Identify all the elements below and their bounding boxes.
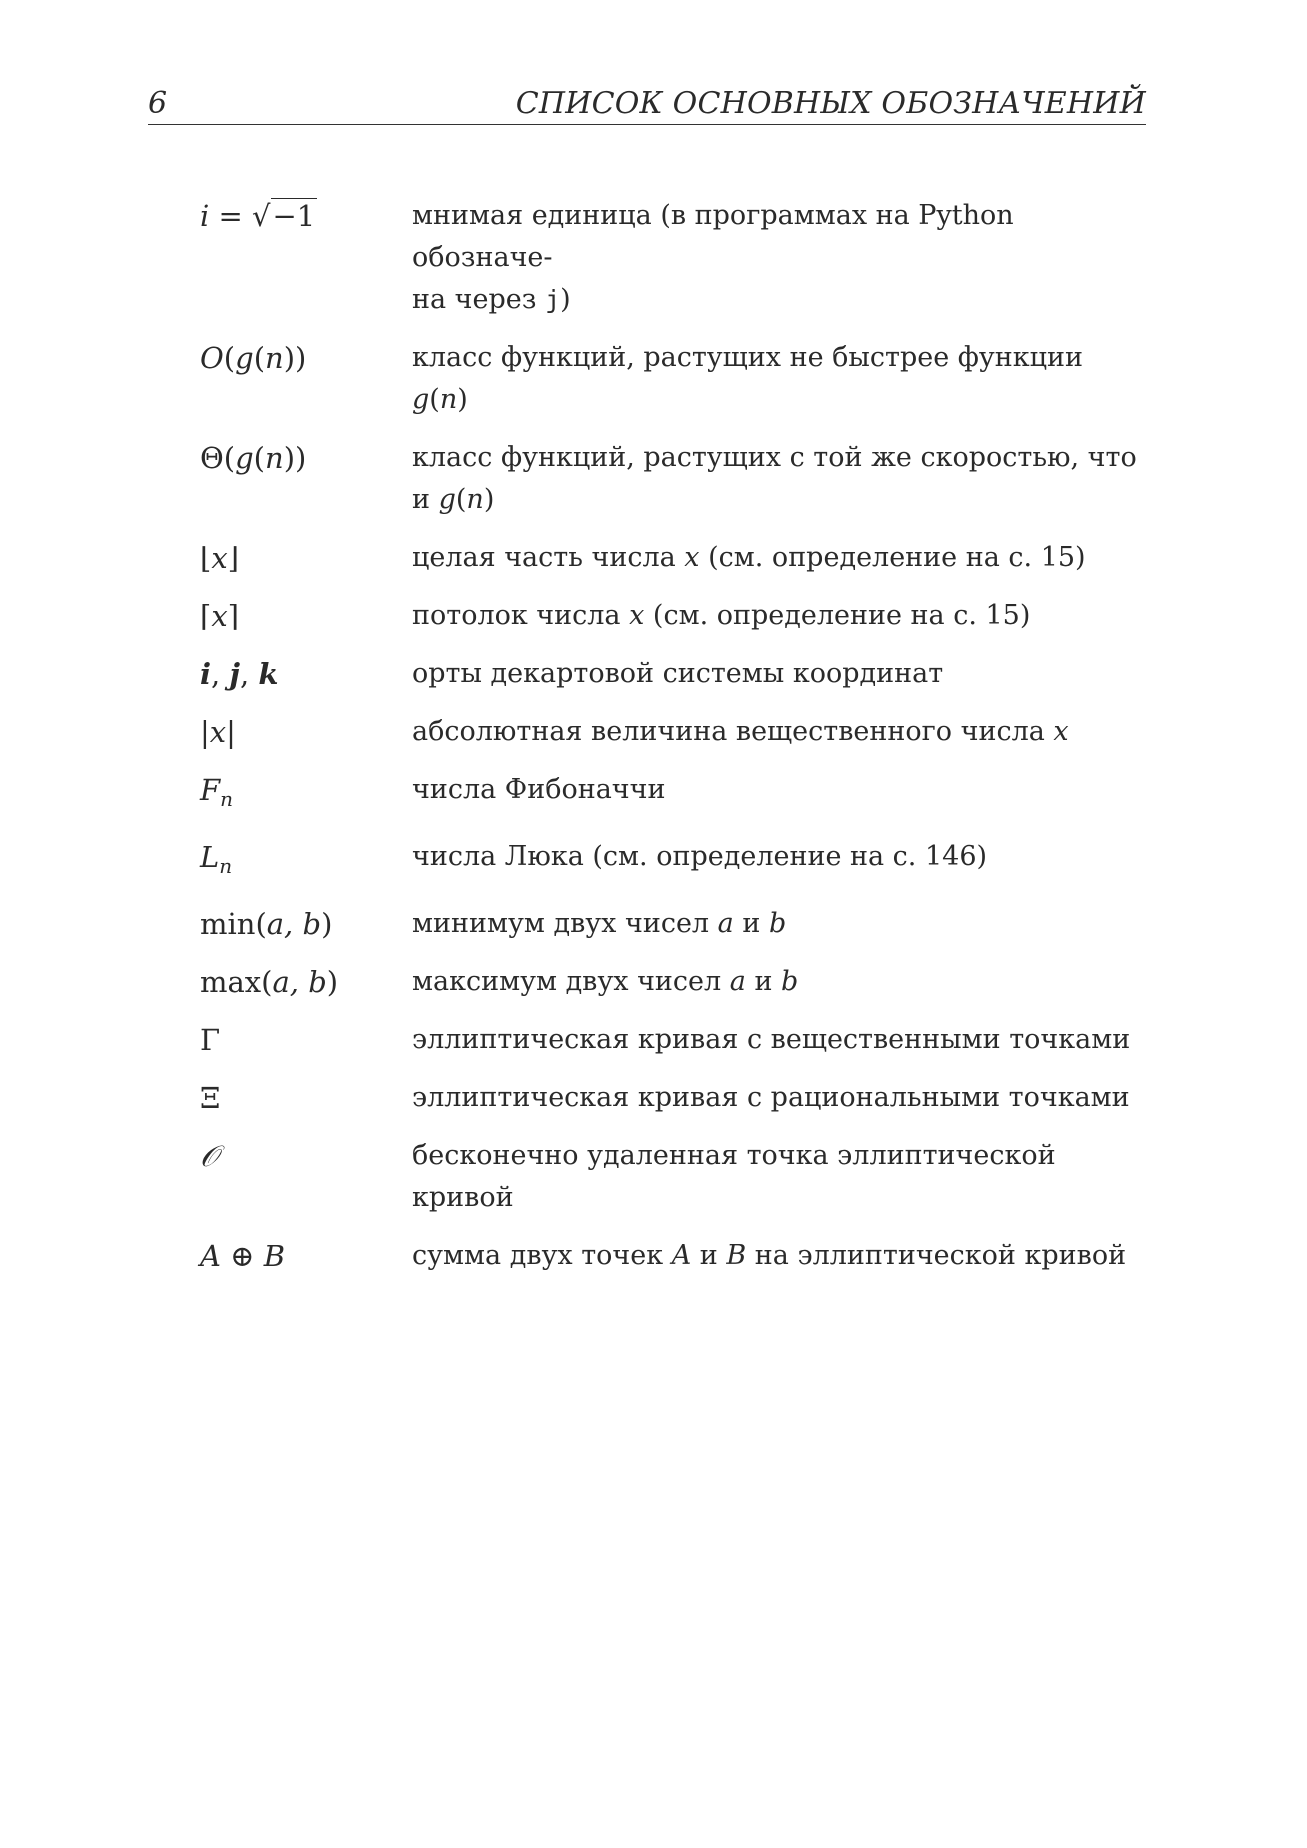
notation-row — [200, 1135, 1150, 1219]
notation-description: эллиптическая кривая с вещественными точками — [412, 1024, 1131, 1055]
notation-description: числа Фибоначчи — [412, 774, 666, 805]
notation-row — [200, 1019, 1150, 1061]
notation-description: эллиптическая кривая с рациональными точками — [412, 1082, 1130, 1113]
notation-row — [200, 903, 1150, 945]
notation-description: максимум двух чисел a и b — [412, 966, 799, 997]
running-title: СПИСОК ОСНОВНЫХ ОБОЗНАЧЕНИЙ — [515, 86, 1146, 121]
notation-description: класс функций, растущих не быстрее функции g(n) — [412, 342, 1084, 415]
notation-description: сумма двух точек A и B на эллиптической кривой — [412, 1240, 1127, 1271]
notation-row — [200, 337, 1150, 421]
notation-description: мнимая единица (в программах на Python обозначе- на через j) — [412, 200, 1014, 315]
notation-row — [200, 836, 1150, 887]
notation-symbol: |x| — [200, 715, 236, 749]
notation-row — [200, 653, 1150, 695]
notation-symbol: O(g(n)) — [200, 341, 307, 375]
notation-symbol: Ξ — [200, 1081, 221, 1115]
notation-row — [200, 1235, 1150, 1277]
page-number: 6 — [148, 86, 168, 121]
notation-symbol: A ⊕ B — [200, 1239, 286, 1273]
notation-row — [200, 1077, 1150, 1119]
notation-symbol: ⌊x⌋ — [200, 541, 240, 575]
notation-symbol: 𝒪 — [200, 1139, 219, 1173]
running-header — [148, 84, 1146, 125]
notation-row — [200, 961, 1150, 1003]
notation-description: абсолютная величина вещественного числа x — [412, 716, 1069, 747]
notation-row — [200, 711, 1150, 753]
notation-description: класс функций, растущих с той же скоростью, что и g(n) — [412, 442, 1137, 515]
notation-row — [200, 537, 1150, 579]
notation-symbol: Θ(g(n)) — [200, 441, 307, 475]
notation-symbol: ⌈x⌉ — [200, 599, 240, 633]
notation-description: бесконечно удаленная точка эллиптической кривой — [412, 1140, 1056, 1213]
notation-symbol: $L_n$ — [200, 840, 233, 878]
notation-symbol: min(a, b) — [200, 907, 333, 941]
notation-description: потолок числа x (см. определение на с. 15) — [412, 600, 1031, 631]
notation-description: целая часть числа x (см. определение на с. 15) — [412, 542, 1086, 573]
notation-row — [200, 595, 1150, 637]
notation-description: минимум двух чисел a и b — [412, 908, 787, 939]
notation-symbol: i, j, k — [200, 657, 279, 691]
notation-symbol: i = √−1 — [200, 199, 316, 233]
notation-row — [200, 437, 1150, 521]
notation-row — [200, 195, 1150, 321]
notation-description: числа Люка (см. определение на с. 146) — [412, 841, 988, 872]
notation-list — [200, 195, 1150, 1293]
notation-symbol: $F_n$ — [200, 773, 234, 811]
notation-symbol: max(a, b) — [200, 965, 339, 999]
notation-symbol: Γ — [200, 1023, 221, 1057]
notation-description: орты декартовой системы координат — [412, 658, 944, 689]
notation-row — [200, 769, 1150, 820]
